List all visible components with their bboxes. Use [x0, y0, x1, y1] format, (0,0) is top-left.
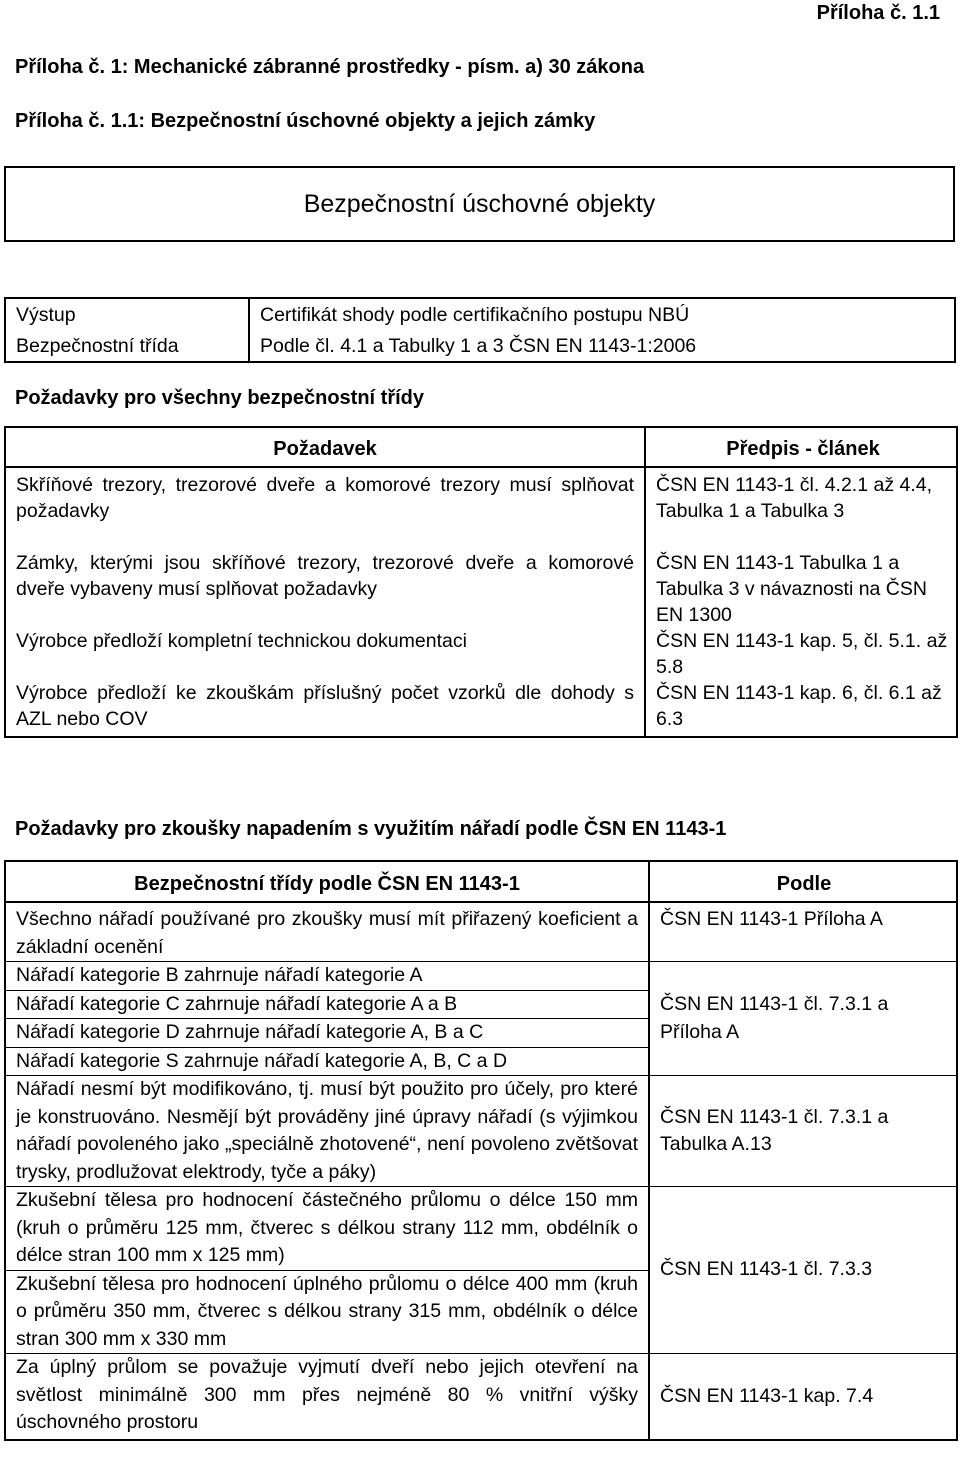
section-title: Bezpečnostní úschovné objekty	[303, 189, 656, 218]
regulation-cell: ČSN EN 1143-1 kap. 6, čl. 6.1 až 6.3	[656, 682, 942, 730]
reference-cell: ČSN EN 1143-1 čl. 7.3.3	[649, 1187, 957, 1354]
table-row	[5, 1076, 957, 1187]
table-row	[5, 962, 957, 991]
table-row	[5, 330, 955, 362]
test-cell: Všechno nářadí používané pro zkoušky musí mít přiřazený koeficient a základní ocenění	[5, 902, 649, 962]
attack-tests-table	[4, 860, 958, 1441]
info-value: Podle čl. 4.1 a Tabulky 1 a 3 ČSN EN 1143-1:2006	[260, 335, 697, 357]
requirements-table	[4, 426, 958, 738]
info-value: Certifikát shody podle certifikačního postupu NBÚ	[260, 304, 690, 326]
reference-cell: ČSN EN 1143-1 čl. 7.3.1 a Příloha A	[649, 962, 957, 1076]
info-label: Výstup	[5, 298, 249, 330]
table-row	[5, 1187, 957, 1271]
requirement-cell: Zámky, kterými jsou skříňové trezory, trezorové dveře a komorové dveře vybaveny musí splňovat požadavky	[5, 550, 645, 628]
test-cell: Nářadí kategorie B zahrnuje nářadí kategorie A	[5, 962, 649, 991]
table-row	[5, 550, 957, 628]
appendix-title: Příloha č. 1: Mechanické zábranné prostředky - písm. a) 30 zákona	[15, 56, 645, 78]
table-row	[5, 680, 957, 737]
test-cell: Nářadí nesmí být modifikováno, tj. musí být použito pro účely, pro které je konstruováno. Nesmějí být prováděny jiné úpravy nářadí (s výjimkou nářadí povoleného jako „speciálně zhotovené“, není povoleno zvětšovat trysky, prodlužovat elektrody, tyče a páky)	[5, 1076, 649, 1187]
requirement-cell: Výrobce předloží kompletní technickou dokumentaci	[5, 628, 645, 680]
column-header-according: Podle	[649, 861, 957, 902]
appendix-subtitle: Příloha č. 1.1: Bezpečnostní úschovné objekty a jejich zámky	[15, 110, 596, 132]
column-header-regulation: Předpis - článek	[645, 427, 957, 467]
requirement-cell: Skříňové trezory, trezorové dveře a komorové trezory musí splňovat požadavky	[5, 467, 645, 550]
reference-cell: ČSN EN 1143-1 čl. 7.3.1 a Tabulka A.13	[649, 1076, 957, 1187]
test-cell: Nářadí kategorie S zahrnuje nářadí kategorie A, B, C a D	[5, 1047, 649, 1076]
test-cell: Za úplný průlom se považuje vyjmutí dveří nebo jejich otevření na světlost minimálně 300 mm přes nejméně 80 % vnitřní výšky úschovného prostoru	[5, 1354, 649, 1440]
info-label: Bezpečnostní třída	[5, 330, 249, 362]
column-header-requirement: Požadavek	[5, 427, 645, 467]
test-cell: Zkušební tělesa pro hodnocení částečného průlomu o délce 150 mm (kruh o průměru 125 mm, čtverec s délkou strany 112 mm, obdélník o délce stran 100 mm x 125 mm)	[5, 1187, 649, 1271]
table-row	[5, 467, 957, 550]
regulation-cell: ČSN EN 1143-1 Tabulka 1 a Tabulka 3 v návaznosti na ČSN EN 1300	[656, 552, 927, 626]
regulation-cell: ČSN EN 1143-1 čl. 4.2.1 až 4.4, Tabulka 1 a Tabulka 3	[656, 474, 933, 522]
appendix-label: Příloha č. 1.1	[816, 2, 940, 24]
reference-cell: ČSN EN 1143-1 kap. 7.4	[660, 1384, 874, 1407]
info-table	[4, 297, 956, 363]
test-cell: Nářadí kategorie D zahrnuje nářadí kategorie A, B a C	[5, 1019, 649, 1048]
table-row	[5, 628, 957, 680]
column-header-classes: Bezpečnostní třídy podle ČSN EN 1143-1	[5, 861, 649, 902]
test-cell: Zkušební tělesa pro hodnocení úplného průlomu o délce 400 mm (kruh o průměru 350 mm, čtverec s délkou strany 315 mm, obdélník o délce stran 300 mm x 330 mm	[5, 1270, 649, 1354]
section-title-box	[4, 166, 955, 242]
reference-cell: ČSN EN 1143-1 Příloha A	[649, 902, 957, 962]
table-row	[5, 1354, 957, 1440]
table-row	[5, 298, 955, 330]
test-cell: Nářadí kategorie C zahrnuje nářadí kategorie A a B	[5, 990, 649, 1019]
section-heading: Požadavky pro zkoušky napadením s využitím nářadí podle ČSN EN 1143-1	[15, 818, 727, 840]
table-header-row	[5, 427, 957, 467]
requirement-cell: Výrobce předloží ke zkouškám příslušný počet vzorků dle dohody s AZL nebo COV	[5, 680, 645, 737]
regulation-cell: ČSN EN 1143-1 kap. 5, čl. 5.1. až 5.8	[656, 630, 948, 678]
table-header-row	[5, 861, 957, 902]
table-row	[5, 902, 957, 962]
section-heading: Požadavky pro všechny bezpečnostní třídy	[15, 387, 425, 409]
